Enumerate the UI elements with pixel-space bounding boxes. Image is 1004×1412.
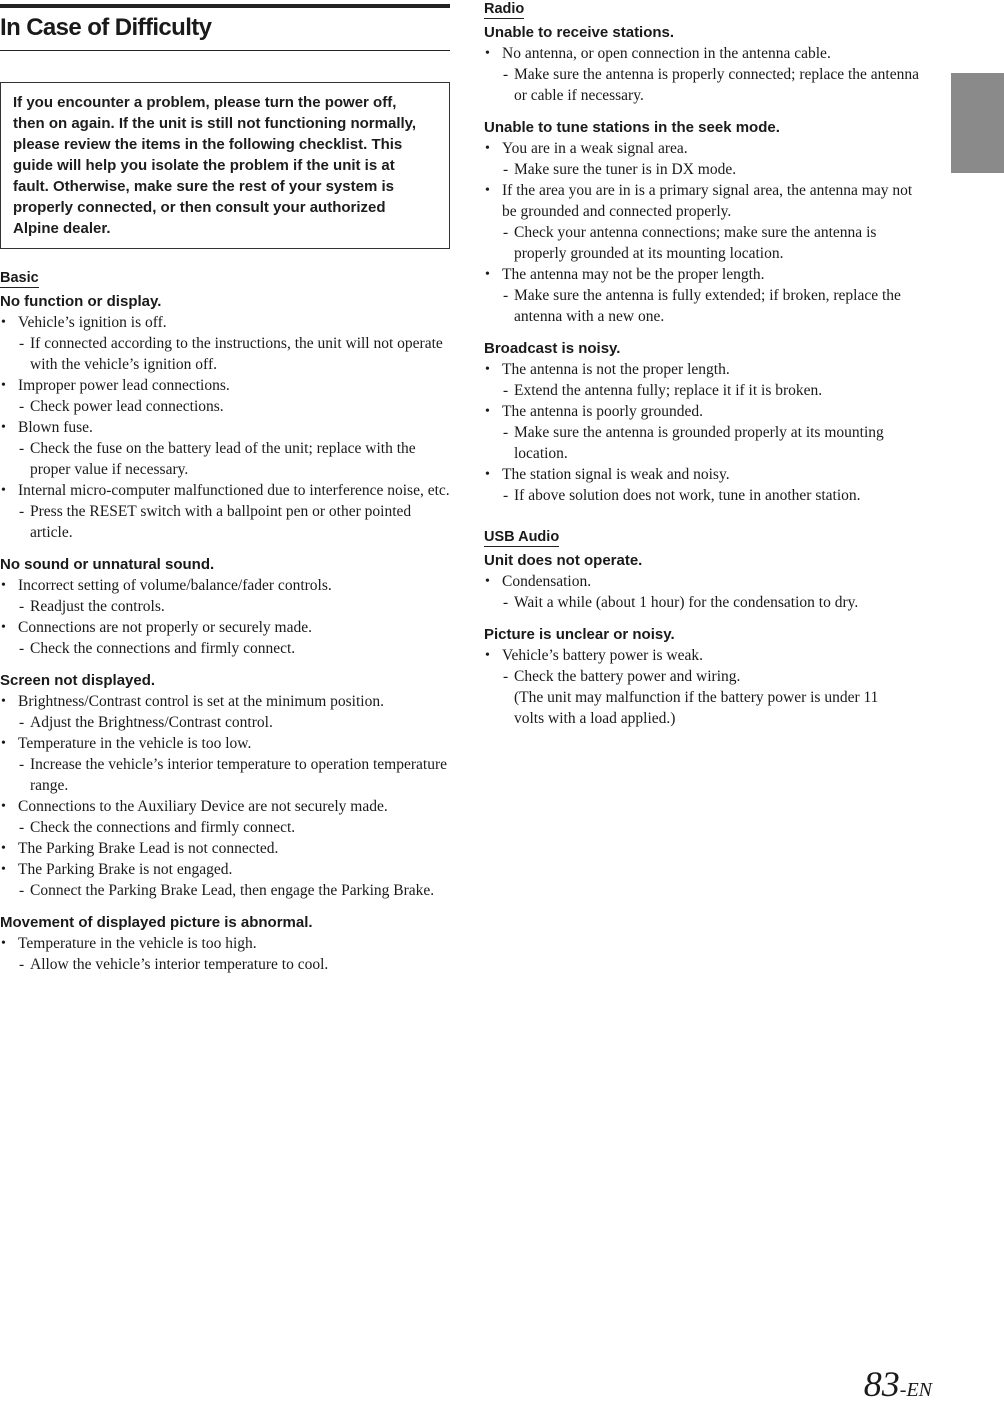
cause-list xyxy=(484,645,929,729)
issue-title: Unable to receive stations. xyxy=(484,24,675,41)
page-number-suffix: -EN xyxy=(899,1379,932,1401)
cause-text: The Parking Brake is not engaged. xyxy=(18,861,233,878)
cause-item xyxy=(0,617,450,659)
notice-box: If you encounter a problem, please turn the power off, then on again. If the unit is still not functioning normally, please review the items in the following checklist. This guide will help you isolate the problem if the unit is at fault. Otherwise, make sure the rest of your system is properly connected, or then consult your authorized Alpine dealer. xyxy=(0,82,450,249)
cause-item xyxy=(484,138,929,180)
cause-item xyxy=(0,312,450,375)
cause-item xyxy=(484,645,929,729)
cause-text: The antenna may not be the proper length. xyxy=(502,266,765,283)
remedy-list xyxy=(502,64,929,106)
remedy-item: - Check the battery power and wiring. xyxy=(502,666,929,687)
issue-group xyxy=(0,670,450,901)
remedy-item: - Allow the vehicle’s interior temperature to cool. xyxy=(18,954,450,975)
cause-text: Condensation. xyxy=(502,573,592,590)
right-column xyxy=(484,0,929,729)
cause-text: Connections are not properly or securely made. xyxy=(18,619,312,636)
remedy-list xyxy=(502,285,929,327)
cause-list xyxy=(0,933,450,975)
title-bar xyxy=(0,4,450,51)
remedy-item: - Press the RESET switch with a ballpoint pen or other pointed article. xyxy=(18,501,450,543)
cause-item xyxy=(484,264,929,327)
cause-item xyxy=(0,796,450,838)
remedy-item: - If above solution does not work, tune in another station. xyxy=(502,485,929,506)
remedy-list xyxy=(502,380,929,401)
cause-text: Incorrect setting of volume/balance/fader controls. xyxy=(18,577,332,594)
cause-item xyxy=(0,417,450,480)
section-usb-audio xyxy=(484,528,929,729)
page-title: In Case of Difficulty xyxy=(0,14,212,41)
remedy-item: - Wait a while (about 1 hour) for the condensation to dry. xyxy=(502,592,929,613)
cause-item xyxy=(484,43,929,106)
remedy-list xyxy=(18,638,450,659)
cause-list xyxy=(484,43,929,106)
cause-item xyxy=(0,375,450,417)
issue-group xyxy=(0,291,450,543)
remedy-list xyxy=(18,712,450,733)
cause-text: Vehicle’s battery power is weak. xyxy=(502,647,704,664)
remedy-list xyxy=(18,501,450,543)
remedy-list xyxy=(502,159,929,180)
cause-text: Temperature in the vehicle is too high. xyxy=(18,935,257,952)
issue-group xyxy=(484,624,929,729)
cause-text: If the area you are in is a primary signal area, the antenna may not be grounded and connected properly. xyxy=(502,182,913,220)
cause-item xyxy=(484,359,929,401)
remedy-item: - If connected according to the instructions, the unit will not operate with the vehicle’s ignition off. xyxy=(18,333,450,375)
remedy-item: - Readjust the controls. xyxy=(18,596,450,617)
issue-title: Unable to tune stations in the seek mode. xyxy=(484,119,780,136)
issue-group xyxy=(484,117,929,327)
section-radio xyxy=(484,0,929,506)
issue-group xyxy=(484,550,929,613)
cause-item xyxy=(0,733,450,796)
cause-text: Temperature in the vehicle is too low. xyxy=(18,735,252,752)
remedy-item: - Make sure the antenna is grounded properly at its mounting location. xyxy=(502,422,929,464)
remedy-list xyxy=(502,222,929,264)
cause-text: Brightness/Contrast control is set at the minimum position. xyxy=(18,693,384,710)
remedy-item: - Adjust the Brightness/Contrast control. xyxy=(18,712,450,733)
remedy-list xyxy=(502,592,929,613)
remedy-item: - Increase the vehicle’s interior temperature to operation temperature range. xyxy=(18,754,450,796)
remedy-item: - Make sure the antenna is properly connected; replace the antenna or cable if necessary. xyxy=(502,64,929,106)
cause-item xyxy=(484,571,929,613)
remedy-item: - Check the connections and firmly connect. xyxy=(18,638,450,659)
cause-text: Vehicle’s ignition is off. xyxy=(18,314,167,331)
cause-list xyxy=(0,312,450,543)
remedy-list xyxy=(18,754,450,796)
cause-list xyxy=(0,691,450,901)
remedy-item: - Connect the Parking Brake Lead, then engage the Parking Brake. xyxy=(18,880,450,901)
remedy-note: (The unit may malfunction if the battery power is under 11 volts with a load applied.) xyxy=(514,689,879,727)
remedy-list xyxy=(18,817,450,838)
remedy-item: - Check the fuse on the battery lead of the unit; replace with the proper value if necessary. xyxy=(18,438,450,480)
cause-item xyxy=(0,691,450,733)
issue-title: Screen not displayed. xyxy=(0,672,156,689)
issue-title: Movement of displayed picture is abnormal. xyxy=(0,914,313,931)
remedy-item: - Check the connections and firmly connect. xyxy=(18,817,450,838)
left-column xyxy=(0,0,450,975)
cause-text: Connections to the Auxiliary Device are not securely made. xyxy=(18,798,388,815)
remedy-list xyxy=(18,596,450,617)
issue-group xyxy=(484,338,929,506)
chapter-tab xyxy=(951,73,1004,173)
issue-title: Picture is unclear or noisy. xyxy=(484,626,675,643)
issue-title: No sound or unnatural sound. xyxy=(0,556,215,573)
cause-text: The antenna is not the proper length. xyxy=(502,361,730,378)
remedy-item: - Extend the antenna fully; replace it if it is broken. xyxy=(502,380,929,401)
cause-text: Blown fuse. xyxy=(18,419,93,436)
page-number xyxy=(864,1364,932,1412)
cause-list xyxy=(484,138,929,327)
remedy-list xyxy=(18,880,450,901)
cause-text: Improper power lead connections. xyxy=(18,377,230,394)
issue-group xyxy=(0,912,450,975)
section-label-radio: Radio xyxy=(484,1,525,17)
cause-item xyxy=(0,480,450,543)
cause-item xyxy=(484,401,929,464)
cause-item xyxy=(0,859,450,901)
cause-text: No antenna, or open connection in the antenna cable. xyxy=(502,45,831,62)
issue-group xyxy=(484,22,929,106)
remedy-list xyxy=(502,666,929,687)
cause-text: Internal micro-computer malfunctioned due to interference noise, etc. xyxy=(18,482,450,499)
issue-title: No function or display. xyxy=(0,293,162,310)
cause-item xyxy=(484,464,929,506)
issue-title: Unit does not operate. xyxy=(484,552,643,569)
cause-item xyxy=(0,933,450,975)
cause-text: The Parking Brake Lead is not connected. xyxy=(18,840,279,857)
cause-item xyxy=(484,180,929,264)
remedy-item: - Check your antenna connections; make sure the antenna is properly grounded at its mounting location. xyxy=(502,222,929,264)
section-label-usb-audio: USB Audio xyxy=(484,529,560,545)
remedy-list xyxy=(18,333,450,375)
remedy-item: - Check power lead connections. xyxy=(18,396,450,417)
section-basic xyxy=(0,269,450,975)
issue-group xyxy=(0,554,450,659)
cause-item xyxy=(0,838,450,859)
cause-text: The antenna is poorly grounded. xyxy=(502,403,704,420)
remedy-list xyxy=(502,422,929,464)
cause-list xyxy=(484,571,929,613)
cause-text: The station signal is weak and noisy. xyxy=(502,466,730,483)
remedy-item: - Make sure the antenna is fully extended; if broken, replace the antenna with a new one. xyxy=(502,285,929,327)
issue-title: Broadcast is noisy. xyxy=(484,340,621,357)
remedy-list xyxy=(18,396,450,417)
section-label-basic: Basic xyxy=(0,270,39,286)
cause-text: You are in a weak signal area. xyxy=(502,140,688,157)
remedy-item: - Make sure the tuner is in DX mode. xyxy=(502,159,929,180)
remedy-list xyxy=(18,954,450,975)
remedy-list xyxy=(18,438,450,480)
cause-list xyxy=(484,359,929,506)
cause-list xyxy=(0,575,450,659)
remedy-list xyxy=(502,485,929,506)
page-number-value: 83 xyxy=(863,1364,900,1404)
cause-item xyxy=(0,575,450,617)
